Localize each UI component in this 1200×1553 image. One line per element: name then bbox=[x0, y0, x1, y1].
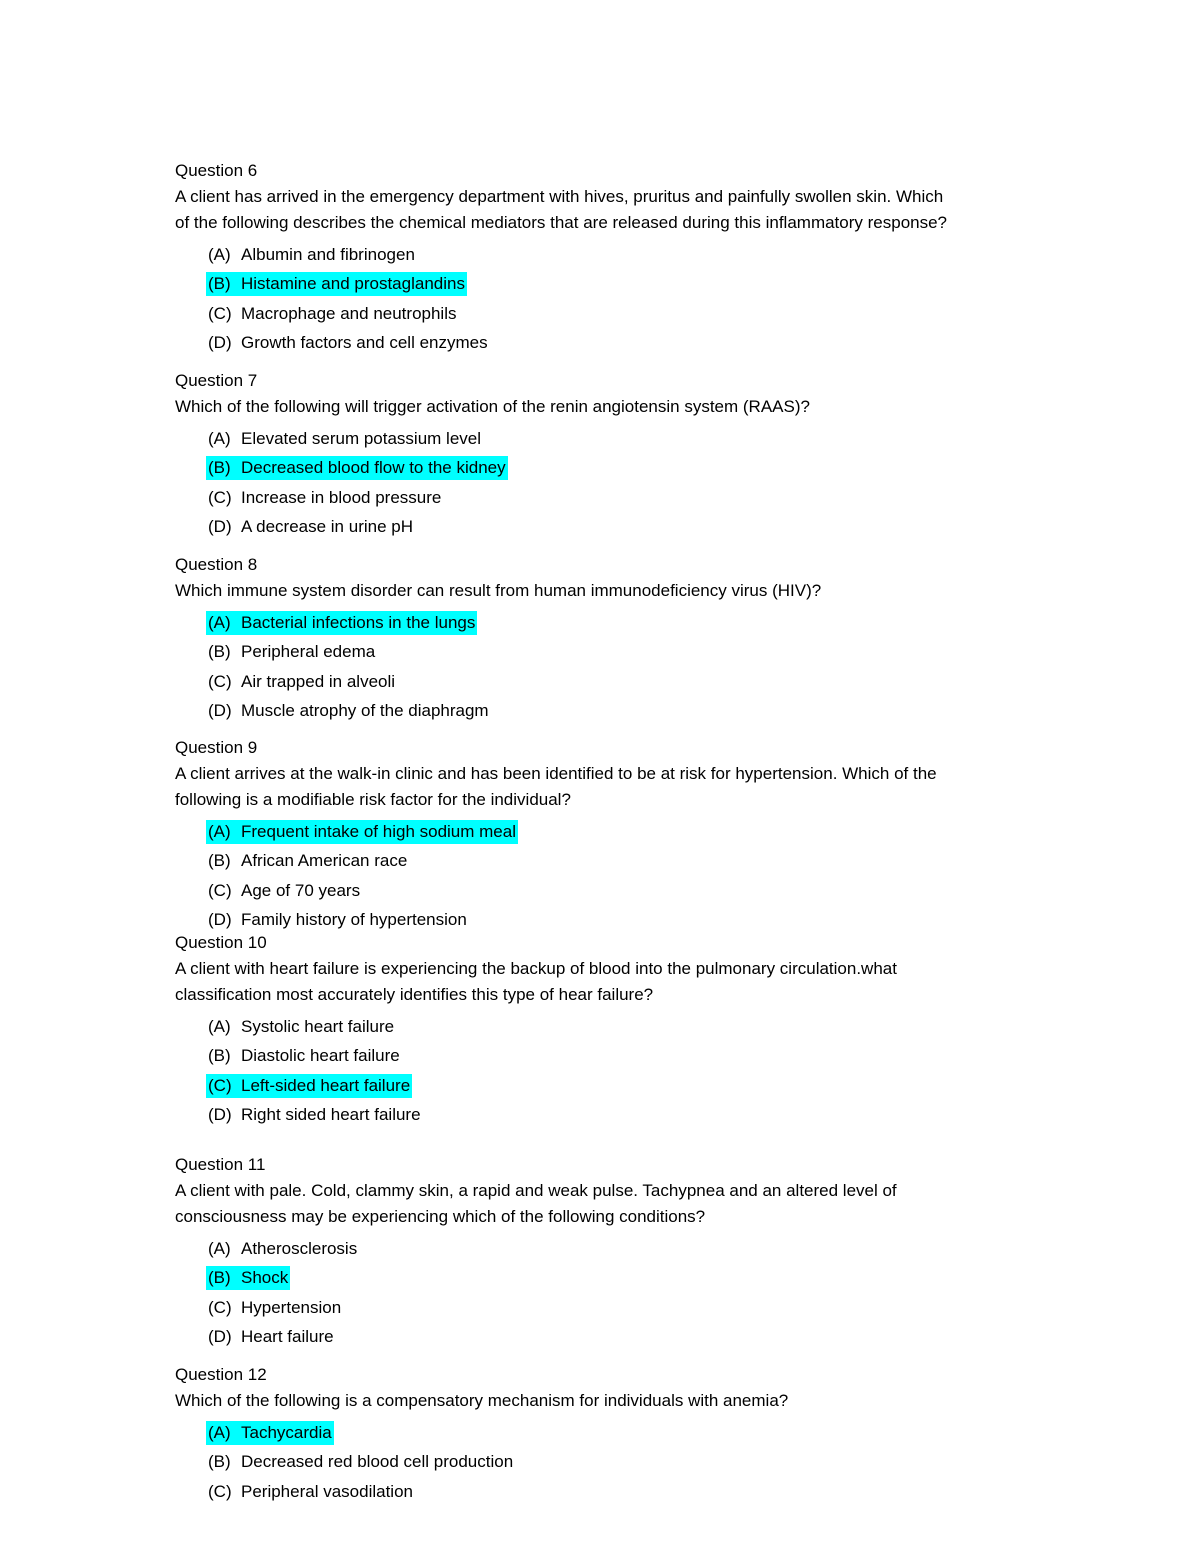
option-text: Albumin and fibrinogen bbox=[241, 244, 415, 264]
option-text: Bacterial infections in the lungs bbox=[241, 612, 476, 632]
option-text: Elevated serum potassium level bbox=[241, 428, 482, 448]
option-letter: (D) bbox=[208, 1105, 232, 1125]
option-list bbox=[175, 816, 1035, 934]
question-title: Question 7 bbox=[175, 371, 258, 390]
question-block bbox=[175, 929, 1035, 1129]
option-letter: (A) bbox=[208, 428, 231, 448]
option-letter: (B) bbox=[208, 1268, 231, 1288]
option-text: African American race bbox=[241, 851, 408, 871]
option-highlight bbox=[206, 820, 518, 844]
question-text-line: classification most accurately identifies this type of hear failure? bbox=[175, 985, 654, 1004]
question-text-line: Which of the following will trigger activation of the renin angiotensin system (RAAS)? bbox=[175, 397, 810, 416]
question-text-line: of the following describes the chemical mediators that are released during this inflammatory response? bbox=[175, 213, 948, 232]
option-text: Age of 70 years bbox=[241, 880, 361, 900]
question-title: Question 12 bbox=[175, 1365, 267, 1384]
question-block bbox=[175, 1361, 1035, 1506]
option-highlight bbox=[206, 272, 467, 296]
option-letter: (C) bbox=[208, 1075, 232, 1095]
option-highlight bbox=[206, 515, 415, 539]
question-text-line: Which of the following is a compensatory mechanism for individuals with anemia? bbox=[175, 1391, 789, 1410]
option-letter: (D) bbox=[208, 910, 232, 930]
option-highlight bbox=[206, 1296, 343, 1320]
answer-option bbox=[175, 1263, 1035, 1293]
answer-option bbox=[175, 696, 1035, 726]
option-highlight bbox=[206, 849, 409, 873]
answer-option bbox=[175, 1041, 1035, 1071]
option-highlight bbox=[206, 1450, 515, 1474]
answer-option bbox=[175, 423, 1035, 453]
answer-option bbox=[175, 1100, 1035, 1130]
option-letter: (B) bbox=[208, 851, 231, 871]
option-highlight bbox=[206, 611, 477, 635]
option-letter: (D) bbox=[208, 701, 232, 721]
question-title: Question 8 bbox=[175, 555, 258, 574]
option-highlight bbox=[206, 1421, 334, 1445]
option-text: Shock bbox=[241, 1268, 289, 1288]
question-block bbox=[175, 367, 1035, 541]
question-text-line: A client arrives at the walk-in clinic and has been identified to be at risk for hypertension. Which of the bbox=[175, 764, 937, 783]
option-highlight bbox=[206, 699, 491, 723]
option-text: Heart failure bbox=[241, 1327, 334, 1347]
option-text: Diastolic heart failure bbox=[241, 1046, 400, 1066]
answer-option bbox=[175, 298, 1035, 328]
option-text: Systolic heart failure bbox=[241, 1016, 395, 1036]
option-highlight bbox=[206, 1074, 412, 1098]
option-list bbox=[175, 1417, 1035, 1506]
option-highlight bbox=[206, 1237, 359, 1261]
option-letter: (B) bbox=[208, 274, 231, 294]
option-text: Macrophage and neutrophils bbox=[241, 303, 457, 323]
option-highlight bbox=[206, 1044, 402, 1068]
option-letter: (C) bbox=[208, 1297, 232, 1317]
answer-option bbox=[175, 816, 1035, 846]
answer-option bbox=[175, 1417, 1035, 1447]
option-letter: (B) bbox=[208, 1452, 231, 1472]
answer-option bbox=[175, 328, 1035, 358]
question-title: Question 6 bbox=[175, 161, 258, 180]
option-text: Air trapped in alveoli bbox=[241, 671, 396, 691]
option-text: A decrease in urine pH bbox=[241, 517, 413, 537]
option-letter: (A) bbox=[208, 1238, 231, 1258]
question-block bbox=[175, 157, 1035, 357]
option-highlight bbox=[206, 243, 417, 267]
option-highlight bbox=[206, 456, 508, 480]
option-letter: (A) bbox=[208, 244, 231, 264]
answer-option bbox=[175, 239, 1035, 269]
option-text: Hypertension bbox=[241, 1297, 342, 1317]
option-text: Muscle atrophy of the diaphragm bbox=[241, 701, 489, 721]
option-letter: (B) bbox=[208, 458, 231, 478]
option-letter: (D) bbox=[208, 1327, 232, 1347]
option-letter: (C) bbox=[208, 487, 232, 507]
option-list bbox=[175, 607, 1035, 725]
question-text-line: A client has arrived in the emergency department with hives, pruritus and painfully swollen skin. Which bbox=[175, 187, 944, 206]
option-highlight bbox=[206, 640, 377, 664]
option-list bbox=[175, 1011, 1035, 1129]
question-block bbox=[175, 551, 1035, 725]
option-text: Histamine and prostaglandins bbox=[241, 274, 465, 294]
option-letter: (A) bbox=[208, 1016, 231, 1036]
option-list bbox=[175, 239, 1035, 357]
option-text: Frequent intake of high sodium meal bbox=[241, 821, 516, 841]
answer-option bbox=[175, 666, 1035, 696]
option-highlight bbox=[206, 1480, 415, 1504]
answer-option bbox=[175, 1322, 1035, 1352]
answer-option bbox=[175, 1447, 1035, 1477]
option-letter: (C) bbox=[208, 303, 232, 323]
option-text: Decreased blood flow to the kidney bbox=[241, 458, 506, 478]
answer-option bbox=[175, 846, 1035, 876]
option-letter: (D) bbox=[208, 333, 232, 353]
option-highlight bbox=[206, 427, 483, 451]
answer-option bbox=[175, 1233, 1035, 1263]
answer-option bbox=[175, 607, 1035, 637]
option-highlight bbox=[206, 1325, 336, 1349]
answer-option bbox=[175, 1476, 1035, 1506]
option-highlight bbox=[206, 670, 397, 694]
option-list bbox=[175, 423, 1035, 541]
option-text: Decreased red blood cell production bbox=[241, 1452, 514, 1472]
answer-option bbox=[175, 269, 1035, 299]
option-text: Right sided heart failure bbox=[241, 1105, 421, 1125]
question-title: Question 9 bbox=[175, 738, 258, 757]
answer-option bbox=[175, 637, 1035, 667]
question-block bbox=[175, 1151, 1035, 1351]
option-letter: (C) bbox=[208, 880, 232, 900]
option-highlight bbox=[206, 879, 362, 903]
answer-option bbox=[175, 1070, 1035, 1100]
question-title: Question 10 bbox=[175, 933, 267, 952]
option-letter: (D) bbox=[208, 517, 232, 537]
option-text: Increase in blood pressure bbox=[241, 487, 442, 507]
answer-option bbox=[175, 512, 1035, 542]
question-text-line: Which immune system disorder can result from human immunodeficiency virus (HIV)? bbox=[175, 581, 822, 600]
option-highlight bbox=[206, 1266, 290, 1290]
answer-option bbox=[175, 1292, 1035, 1322]
answer-option bbox=[175, 875, 1035, 905]
option-text: Atherosclerosis bbox=[241, 1238, 358, 1258]
option-letter: (B) bbox=[208, 1046, 231, 1066]
option-letter: (C) bbox=[208, 1481, 232, 1501]
option-text: Peripheral vasodilation bbox=[241, 1481, 413, 1501]
question-title: Question 11 bbox=[175, 1155, 266, 1174]
option-highlight bbox=[206, 486, 443, 510]
option-letter: (A) bbox=[208, 612, 231, 632]
option-letter: (A) bbox=[208, 821, 231, 841]
option-list bbox=[175, 1233, 1035, 1351]
option-text: Left-sided heart failure bbox=[241, 1075, 411, 1095]
question-text-line: A client with heart failure is experiencing the backup of blood into the pulmonary circulation.what bbox=[175, 959, 897, 978]
answer-option bbox=[175, 482, 1035, 512]
option-letter: (A) bbox=[208, 1422, 231, 1442]
option-highlight bbox=[206, 331, 490, 355]
option-letter: (C) bbox=[208, 671, 232, 691]
option-highlight bbox=[206, 302, 458, 326]
option-text: Growth factors and cell enzymes bbox=[241, 333, 488, 353]
question-text-line: following is a modifiable risk factor for the individual? bbox=[175, 790, 571, 809]
answer-option bbox=[175, 453, 1035, 483]
question-text-line: A client with pale. Cold, clammy skin, a rapid and weak pulse. Tachypnea and an altered level of bbox=[175, 1181, 897, 1200]
option-letter: (B) bbox=[208, 642, 231, 662]
option-text: Family history of hypertension bbox=[241, 910, 467, 930]
answer-option bbox=[175, 1011, 1035, 1041]
option-highlight bbox=[206, 1015, 396, 1039]
question-text-line: consciousness may be experiencing which of the following conditions? bbox=[175, 1207, 706, 1226]
option-highlight bbox=[206, 1103, 423, 1127]
question-block bbox=[175, 734, 1035, 934]
option-text: Tachycardia bbox=[241, 1422, 332, 1442]
option-text: Peripheral edema bbox=[241, 642, 376, 662]
